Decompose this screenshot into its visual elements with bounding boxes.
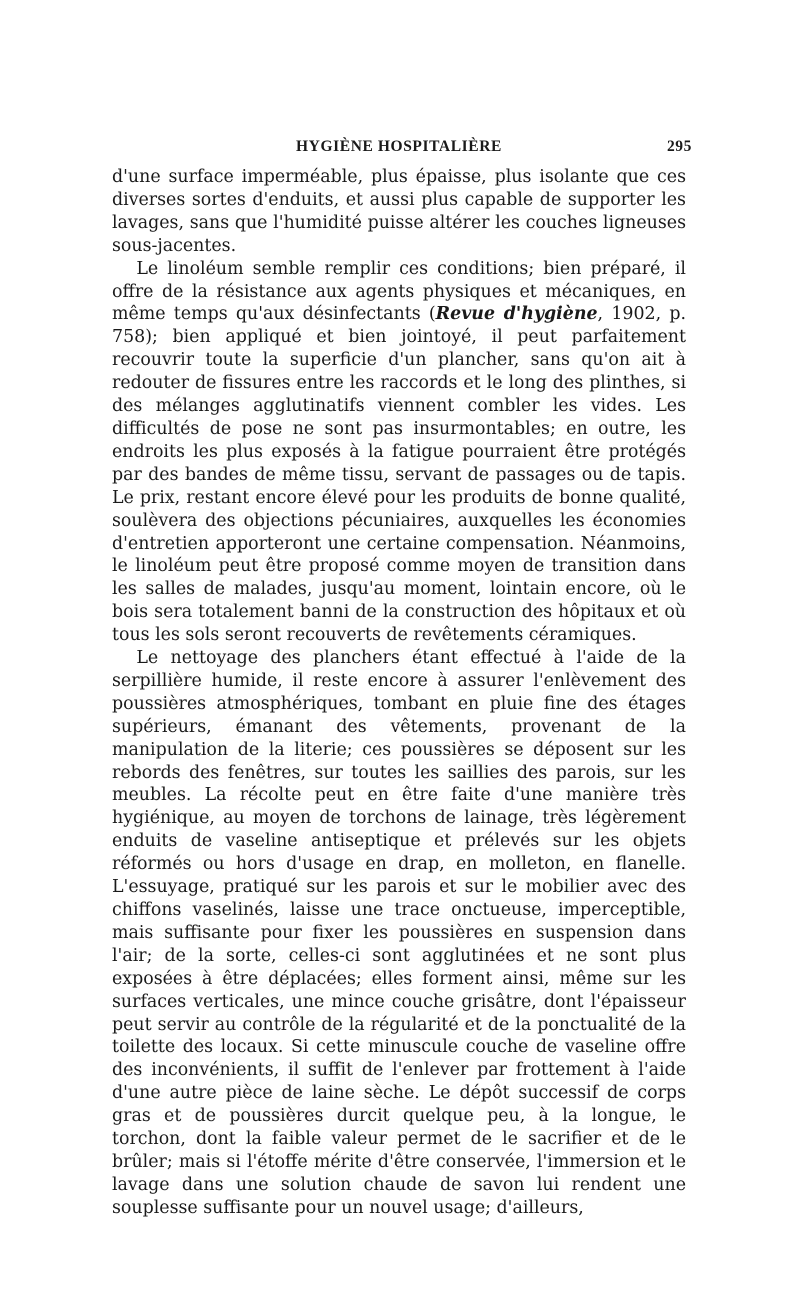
journal-reference-title: Revue d'hygiène (435, 304, 598, 325)
paragraph-text-before-reference: Le linoléum semble remplir ces conditions; bien préparé, il offre de la résistance aux agents physiques et mécaniques, en même temps qu'aux désinfectants ( (112, 258, 686, 325)
book-page (112, 138, 692, 1220)
paragraph-cleaning (112, 647, 686, 1220)
paragraph-continuation (112, 166, 686, 258)
running-head (112, 138, 692, 166)
paragraph-text: d'une surface imperméable, plus épaisse, plus isolante que ces diverses sortes d'enduits, et aussi plus capable de supporter les lavages, sans que l'humidité puisse altérer les couches ligneuses sous-jacentes. (112, 167, 686, 256)
page-number: 295 (666, 138, 692, 155)
paragraph-text-after-reference: , 1902, p. 758); bien appliqué et bien jointoyé, il peut parfaitement recouvrir toute la superficie d'un plancher, sans qu'on ait à redouter de fissures entre les raccords et le long des plinthes, si des mélanges agglutinatifs viennent combler les vides. Les difficultés de pose ne sont pas insurmontables; en outre, les endroits les plus exposés à la fatigue pourraient être protégés par des bandes de même tissu, servant de passages ou de tapis. Le prix, restant encore élevé pour les produits de bonne qualité, soulèvera des objections pécuniaires, auxquelles les économies d'entretien apporteront une certaine compensation. Néanmoins, le linoléum peut être proposé comme moyen de transition dans les salles de malades, jusqu'au moment, lointain encore, où le bois sera totalement banni de la construction des hôpitaux et où tous les sols seront recouverts de revêtements céramiques. (112, 304, 686, 646)
body-text (112, 166, 686, 1220)
paragraph-linoleum (112, 258, 686, 647)
paragraph-text: Le nettoyage des planchers étant effectué à l'aide de la serpillière humide, il reste encore à assurer l'enlèvement des poussières atmosphériques, tombant en pluie fine des étages supérieurs, émanant des vêtements, provenant de la manipulation de la literie; ces poussières se déposent sur les rebords des fenêtres, sur toutes les saillies des parois, sur les meubles. La récolte peut en être faite d'une manière très hygiénique, au moyen de torchons de lainage, très légèrement enduits de vaseline antiseptique et prélevés sur les objets réformés ou hors d'usage en drap, en molleton, en flanelle. L'essuyage, pratiqué sur les parois et sur le mobilier avec des chiffons vaselinés, laisse une trace onctueuse, imperceptible, mais suffisante pour fixer les poussières en suspension dans l'air; de la sorte, celles-ci sont agglutinées et ne sont plus exposées à être déplacées; elles forment ainsi, même sur les surfaces verticales, une mince couche grisâtre, dont l'épaisseur peut servir au contrôle de la régularité et de la ponctualité de la toilette des locaux. Si cette minuscule couche de vaseline offre des inconvénients, il suffit de l'enlever par frottement à l'aide d'une autre pièce de laine sèche. Le dépôt successif de corps gras et de poussières durcit quelque peu, à la longue, le torchon, dont la faible valeur permet de le sacrifier et de le brûler; mais si l'étoffe mérite d'être conservée, l'immersion et le lavage dans une solution chaude de savon lui rendent une souplesse suffisante pour un nouvel usage; d'ailleurs, (112, 648, 686, 1218)
running-title: HYGIÈNE HOSPITALIÈRE (296, 138, 502, 155)
